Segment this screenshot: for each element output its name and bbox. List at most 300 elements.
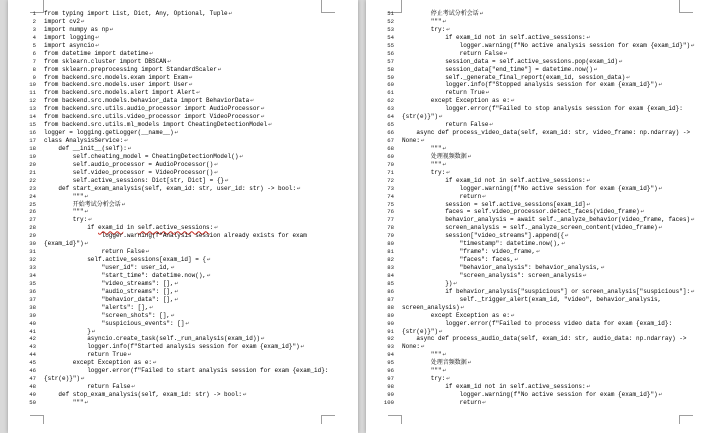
line-break-mark: ↵ bbox=[442, 369, 447, 375]
code-line bbox=[8, 224, 358, 232]
code-line bbox=[366, 129, 720, 137]
code-line bbox=[366, 208, 720, 216]
code-text[interactable]: "video_streams": [], bbox=[44, 279, 174, 287]
code-text[interactable]: except Exception as e: bbox=[44, 359, 153, 367]
code-line bbox=[8, 66, 358, 74]
line-number: 75 bbox=[387, 200, 394, 208]
code-text[interactable]: def stop_exam_analysis(self, exam_id: str) -> bool: bbox=[44, 391, 243, 398]
line-number: 52 bbox=[387, 17, 394, 25]
line-break-mark: ↵ bbox=[95, 43, 100, 49]
code-text[interactable]: 处理视频数据 bbox=[402, 152, 467, 160]
line-break-mark: ↵ bbox=[84, 210, 89, 216]
code-line bbox=[366, 399, 720, 407]
line-number: 51 bbox=[387, 10, 394, 17]
line-break-mark: ↵ bbox=[250, 99, 255, 105]
code-line bbox=[366, 193, 720, 201]
code-text[interactable]: logger.warning(f"No active analysis session for exam {exam_id}") bbox=[402, 41, 691, 49]
code-line bbox=[8, 42, 358, 50]
line-break-mark: ↵ bbox=[153, 361, 158, 367]
line-number: 34 bbox=[29, 271, 36, 279]
code-text[interactable]: try: bbox=[402, 168, 446, 176]
code-text[interactable]: logger.info(f"Started analysis session for exam {exam_id}") bbox=[44, 343, 300, 351]
line-number: 24 bbox=[29, 192, 36, 200]
line-number: 15 bbox=[29, 121, 36, 129]
code-line bbox=[366, 42, 720, 50]
code-text[interactable]: screen_analysis) bbox=[402, 303, 460, 311]
code-line bbox=[366, 335, 720, 343]
code-text[interactable]: if exam_id not in self.active_sessions: bbox=[402, 176, 586, 184]
code-text[interactable]: """ bbox=[402, 160, 442, 168]
code-text[interactable]: if behavior_analysis["suspicious"] or screen_analysis["suspicious"]: bbox=[402, 287, 691, 295]
code-text[interactable]: try: bbox=[402, 375, 446, 383]
line-break-mark: ↵ bbox=[586, 202, 591, 208]
line-number: 30 bbox=[29, 240, 36, 248]
line-break-mark: ↵ bbox=[467, 154, 472, 160]
code-text[interactable]: async def process_audio_data(self, exam_id: str, audio_data: np.ndarray) -> bbox=[402, 335, 687, 343]
code-line bbox=[8, 193, 358, 201]
line-break-mark: ↵ bbox=[174, 289, 179, 295]
code-text[interactable]: logger.error(f"Failed to start analysis session for exam {exam_id}: bbox=[44, 367, 329, 375]
code-text[interactable]: faces = self.video_processor.detect_faces(video_frame) bbox=[402, 208, 640, 216]
code-text[interactable]: import asyncio bbox=[44, 41, 95, 49]
code-text[interactable]: from datetime import datetime bbox=[44, 49, 149, 57]
code-line bbox=[366, 272, 720, 280]
line-break-mark: ↵ bbox=[214, 162, 219, 168]
code-text[interactable]: "faces": faces, bbox=[402, 256, 514, 264]
code-line bbox=[366, 18, 720, 26]
code-line bbox=[366, 89, 720, 97]
line-number: 13 bbox=[29, 105, 36, 113]
code-text[interactable]: 处理音频数据 bbox=[402, 359, 467, 367]
line-number: 6 bbox=[32, 49, 36, 57]
line-number: 74 bbox=[387, 192, 394, 200]
code-line bbox=[366, 169, 720, 177]
code-text[interactable]: logger.error(f"Failed to process video data for exam {exam_id}: bbox=[402, 319, 673, 327]
line-number: 53 bbox=[387, 25, 394, 33]
line-number: 17 bbox=[29, 137, 36, 144]
code-text[interactable]: self._trigger_alert(exam_id, "video", behavior_analysis, bbox=[402, 295, 662, 303]
line-break-mark: ↵ bbox=[167, 59, 172, 65]
code-line bbox=[8, 264, 358, 272]
code-line bbox=[366, 375, 720, 383]
code-line bbox=[8, 375, 358, 383]
code-text[interactable]: 停止考试分析会话 bbox=[402, 10, 479, 17]
line-break-mark: ↵ bbox=[207, 258, 212, 264]
code-text[interactable]: from sklearn.preprocessing import StandardScaler bbox=[44, 65, 217, 73]
line-number: 49 bbox=[29, 391, 36, 398]
code-text[interactable]: except Exception as e: bbox=[402, 97, 511, 105]
code-text[interactable]: behavior_analysis = await self._analyze_behavior(video_frame, faces) bbox=[402, 216, 691, 224]
code-text[interactable] bbox=[44, 224, 213, 232]
line-number: 22 bbox=[29, 176, 36, 184]
code-text[interactable]: {str(e)}") bbox=[402, 113, 439, 121]
code-line bbox=[8, 137, 358, 145]
code-line bbox=[366, 97, 720, 105]
code-line bbox=[8, 105, 358, 113]
line-number: 35 bbox=[29, 279, 36, 287]
line-break-mark: ↵ bbox=[442, 19, 447, 25]
code-line bbox=[366, 137, 720, 145]
line-break-mark: ↵ bbox=[214, 226, 219, 232]
misspelled-token: self.active_sessions bbox=[137, 224, 210, 232]
line-number: 1 bbox=[32, 10, 36, 17]
line-break-mark: ↵ bbox=[84, 400, 89, 406]
code-line bbox=[366, 312, 720, 320]
line-number: 39 bbox=[29, 311, 36, 319]
code-text[interactable]: session = self.active_sessions[exam_id] bbox=[402, 200, 586, 208]
line-number: 33 bbox=[29, 264, 36, 271]
line-break-mark: ↵ bbox=[171, 266, 176, 271]
code-text[interactable]: async def process_video_data(self, exam_id: str, video_frame: np.ndarray) -> bbox=[402, 129, 691, 137]
code-line bbox=[8, 50, 358, 58]
code-text[interactable]: return bbox=[402, 192, 482, 200]
line-number: 2 bbox=[32, 17, 36, 25]
code-line bbox=[366, 105, 720, 113]
code-text[interactable]: self.audio_processor = AudioProcessor() bbox=[44, 160, 214, 168]
code-line bbox=[8, 391, 358, 399]
code-line bbox=[366, 296, 720, 304]
code-text[interactable]: "audio_streams": [], bbox=[44, 287, 174, 295]
line-number: 72 bbox=[387, 176, 394, 184]
line-break-mark: ↵ bbox=[95, 35, 100, 41]
code-text[interactable]: self.video_processor = VideoProcessor() bbox=[44, 168, 214, 176]
line-break-mark: ↵ bbox=[691, 218, 696, 224]
line-number: 29 bbox=[29, 232, 36, 240]
line-break-mark: ↵ bbox=[460, 305, 465, 311]
code-line bbox=[366, 26, 720, 34]
line-break-mark: ↵ bbox=[243, 393, 248, 398]
code-text[interactable]: }) bbox=[402, 279, 453, 287]
code-line bbox=[8, 272, 358, 280]
line-number: 85 bbox=[387, 279, 394, 287]
line-break-mark: ↵ bbox=[467, 361, 472, 367]
line-break-mark: ↵ bbox=[109, 27, 114, 33]
code-text[interactable]: logger.warning(f"Analysis session already exists for exam bbox=[44, 232, 307, 240]
code-line bbox=[8, 312, 358, 320]
code-text[interactable]: import cv2 bbox=[44, 17, 81, 25]
code-text[interactable]: try: bbox=[44, 216, 88, 224]
code-text[interactable]: "suspicious_events": [] bbox=[44, 319, 185, 327]
line-number: 76 bbox=[387, 208, 394, 216]
line-break-mark: ↵ bbox=[207, 273, 212, 279]
line-number: 93 bbox=[387, 343, 394, 351]
code-line bbox=[366, 240, 720, 248]
code-text[interactable]: if exam_id not in self.active_sessions: bbox=[402, 33, 586, 41]
code-text[interactable]: "start_time": datetime.now(), bbox=[44, 271, 207, 279]
line-number: 92 bbox=[387, 335, 394, 343]
code-text[interactable]: self.cheating_model = CheatingDetectionModel() bbox=[44, 152, 239, 160]
code-line bbox=[8, 74, 358, 82]
code-text[interactable]: session_data["end_time"] = datetime.now() bbox=[402, 65, 593, 73]
code-text[interactable]: """ bbox=[402, 367, 442, 375]
line-break-mark: ↵ bbox=[446, 170, 451, 176]
code-text[interactable]: } bbox=[44, 327, 91, 335]
line-break-mark: ↵ bbox=[619, 59, 624, 65]
line-number: 64 bbox=[387, 113, 394, 121]
line-break-mark: ↵ bbox=[81, 19, 86, 25]
code-line bbox=[8, 10, 358, 18]
line-break-mark: ↵ bbox=[489, 123, 494, 129]
code-text[interactable]: "frame": video_frame, bbox=[402, 248, 536, 256]
code-text[interactable]: """ bbox=[402, 351, 442, 359]
line-number: 63 bbox=[387, 105, 394, 113]
line-break-mark: ↵ bbox=[511, 99, 516, 105]
code-line bbox=[366, 383, 720, 391]
code-text[interactable]: {str(e)}") bbox=[44, 375, 81, 383]
code-text[interactable]: logger = logging.getLogger(__name__) bbox=[44, 129, 174, 137]
line-break-mark: ↵ bbox=[84, 242, 89, 248]
code-text[interactable]: """ bbox=[44, 192, 84, 200]
code-line bbox=[8, 248, 358, 256]
code-line bbox=[366, 50, 720, 58]
line-number: 19 bbox=[29, 152, 36, 160]
code-text[interactable]: "user_id": user_id, bbox=[44, 264, 171, 271]
line-number: 88 bbox=[387, 303, 394, 311]
code-text[interactable]: from sklearn.cluster import DBSCAN bbox=[44, 57, 167, 65]
code-line bbox=[366, 153, 720, 161]
code-line bbox=[366, 288, 720, 296]
line-number: 25 bbox=[29, 200, 36, 208]
code-text[interactable]: logger.warning(f"No active session for exam {exam_id}") bbox=[402, 184, 658, 192]
line-break-mark: ↵ bbox=[239, 154, 244, 160]
code-line bbox=[366, 280, 720, 288]
code-line bbox=[8, 328, 358, 336]
line-break-mark: ↵ bbox=[586, 178, 591, 184]
code-line bbox=[8, 383, 358, 391]
line-break-mark: ↵ bbox=[593, 67, 598, 73]
line-break-mark: ↵ bbox=[658, 83, 663, 89]
code-text[interactable]: try: bbox=[402, 25, 446, 33]
code-text[interactable]: import logging bbox=[44, 33, 95, 41]
code-line bbox=[8, 359, 358, 367]
line-number: 84 bbox=[387, 271, 394, 279]
code-line bbox=[8, 201, 358, 209]
code-text[interactable]: return bbox=[402, 398, 482, 406]
code-text[interactable]: "timestamp": datetime.now(), bbox=[402, 240, 561, 248]
misspelled-token: exam_id bbox=[98, 224, 124, 232]
code-text[interactable]: return False bbox=[402, 121, 489, 129]
line-break-mark: ↵ bbox=[91, 329, 96, 335]
code-text[interactable]: "alerts": [], bbox=[44, 303, 149, 311]
line-number: 71 bbox=[387, 168, 394, 176]
document-page-2[interactable] bbox=[366, 0, 720, 433]
code-text[interactable]: import numpy as np bbox=[44, 25, 109, 33]
line-break-mark: ↵ bbox=[228, 12, 233, 17]
line-break-mark: ↵ bbox=[442, 146, 447, 152]
line-number: 89 bbox=[387, 311, 394, 319]
line-number: 67 bbox=[387, 137, 394, 144]
code-text[interactable]: "behavior_data": [], bbox=[44, 295, 174, 303]
code-token: in bbox=[123, 224, 138, 232]
line-break-mark: ↵ bbox=[261, 107, 266, 113]
line-break-mark: ↵ bbox=[439, 115, 444, 121]
line-break-mark: ↵ bbox=[84, 194, 89, 200]
line-break-mark: ↵ bbox=[189, 83, 194, 89]
code-line bbox=[366, 10, 720, 18]
code-line bbox=[366, 185, 720, 193]
line-number: 97 bbox=[387, 375, 394, 383]
code-text[interactable]: if exam_id not in self.active_sessions: bbox=[402, 383, 586, 391]
code-text[interactable]: "behavior_analysis": behavior_analysis, bbox=[402, 264, 601, 271]
code-line bbox=[366, 367, 720, 375]
margin-crop-mark-bottom-right bbox=[679, 415, 693, 424]
code-text[interactable]: """ bbox=[44, 208, 84, 216]
line-break-mark: ↵ bbox=[442, 353, 447, 359]
code-text[interactable]: session_data = self.active_sessions.pop(exam_id) bbox=[402, 57, 619, 65]
code-line bbox=[366, 264, 720, 272]
line-break-mark: ↵ bbox=[149, 305, 154, 311]
line-number: 21 bbox=[29, 168, 36, 176]
line-break-mark: ↵ bbox=[446, 377, 451, 383]
code-line bbox=[8, 216, 358, 224]
line-number: 81 bbox=[387, 248, 394, 256]
code-text[interactable]: return False bbox=[44, 383, 131, 391]
code-line bbox=[8, 208, 358, 216]
line-break-mark: ↵ bbox=[691, 43, 696, 49]
code-text[interactable]: from backend.src.utils.audio_processor import AudioProcessor bbox=[44, 105, 261, 113]
code-text[interactable]: {str(e)}") bbox=[402, 327, 439, 335]
line-number: 38 bbox=[29, 303, 36, 311]
line-number: 45 bbox=[29, 359, 36, 367]
line-break-mark: ↵ bbox=[586, 35, 591, 41]
line-number: 32 bbox=[29, 256, 36, 264]
document-page-1[interactable] bbox=[8, 0, 358, 433]
code-text[interactable]: def start_exam_analysis(self, exam_id: str, user_id: str) -> bool: bbox=[44, 184, 297, 192]
code-text[interactable]: return True bbox=[44, 351, 127, 359]
code-line bbox=[366, 58, 720, 66]
line-number: 48 bbox=[29, 383, 36, 391]
code-text[interactable]: from backend.src.utils.video_processor import VideoProcessor bbox=[44, 113, 261, 121]
line-break-mark: ↵ bbox=[658, 226, 663, 232]
code-line bbox=[366, 320, 720, 328]
code-text[interactable]: """ bbox=[402, 144, 442, 152]
line-break-mark: ↵ bbox=[442, 162, 447, 168]
code-line bbox=[8, 343, 358, 351]
code-text[interactable]: class AnalysisService: bbox=[44, 137, 124, 144]
code-text[interactable]: def __init__(self): bbox=[44, 144, 127, 152]
code-text[interactable]: None: bbox=[402, 343, 421, 351]
code-text[interactable]: from backend.src.models.user import User bbox=[44, 81, 189, 89]
code-text[interactable]: """ bbox=[402, 17, 442, 25]
line-break-mark: ↵ bbox=[586, 385, 591, 391]
code-text[interactable]: screen_analysis = self._analyze_screen_content(video_frame) bbox=[402, 224, 658, 232]
line-break-mark: ↵ bbox=[81, 377, 86, 383]
code-text[interactable]: return False bbox=[402, 49, 503, 57]
line-break-mark: ↵ bbox=[565, 234, 570, 240]
code-text[interactable]: from backend.src.utils.ml_models import CheatingDetectionModel bbox=[44, 121, 268, 129]
code-text[interactable]: except Exception as e: bbox=[402, 311, 511, 319]
line-number: 44 bbox=[29, 351, 36, 359]
margin-crop-mark-bottom-left bbox=[30, 415, 44, 424]
line-number: 69 bbox=[387, 152, 394, 160]
code-text[interactable]: from backend.src.models.alert import Alert bbox=[44, 89, 196, 97]
code-text[interactable]: """ bbox=[44, 398, 84, 406]
line-break-mark: ↵ bbox=[127, 146, 132, 152]
line-number: 20 bbox=[29, 160, 36, 168]
code-line bbox=[8, 185, 358, 193]
code-line bbox=[8, 145, 358, 153]
code-line bbox=[366, 34, 720, 42]
code-text[interactable]: from typing import List, Dict, Any, Optional, Tuple bbox=[44, 10, 228, 17]
line-number: 66 bbox=[387, 129, 394, 137]
code-lines-page-2 bbox=[366, 10, 720, 407]
line-number: 70 bbox=[387, 160, 394, 168]
code-line bbox=[8, 26, 358, 34]
line-break-mark: ↵ bbox=[189, 75, 194, 81]
code-line bbox=[8, 129, 358, 137]
line-number: 95 bbox=[387, 359, 394, 367]
line-break-mark: ↵ bbox=[217, 67, 222, 73]
code-line bbox=[8, 81, 358, 89]
code-text[interactable]: None: bbox=[402, 137, 421, 144]
code-text[interactable]: logger.warning(f"No active session for exam {exam_id}") bbox=[402, 391, 658, 398]
line-break-mark: ↵ bbox=[196, 91, 201, 97]
line-number: 27 bbox=[29, 216, 36, 224]
line-break-mark: ↵ bbox=[174, 281, 179, 287]
line-break-mark: ↵ bbox=[658, 393, 663, 398]
code-line bbox=[366, 232, 720, 240]
code-text[interactable]: self.active_sessions: Dict[str, Dict] = {} bbox=[44, 176, 225, 184]
line-number: 98 bbox=[387, 383, 394, 391]
code-text[interactable]: session["video_streams"].append({ bbox=[402, 232, 565, 240]
line-break-mark: ↵ bbox=[482, 194, 487, 200]
line-break-mark: ↵ bbox=[268, 123, 273, 129]
code-line bbox=[8, 89, 358, 97]
line-number: 73 bbox=[387, 184, 394, 192]
code-text[interactable]: 开始考试分析会话 bbox=[44, 200, 121, 208]
line-number: 79 bbox=[387, 232, 394, 240]
code-text[interactable]: self._generate_final_report(exam_id, session_data) bbox=[402, 73, 626, 81]
code-lines-page-1 bbox=[8, 10, 358, 407]
code-text[interactable]: return True bbox=[402, 89, 485, 97]
code-line bbox=[366, 121, 720, 129]
code-line bbox=[366, 177, 720, 185]
line-break-mark: ↵ bbox=[691, 289, 696, 295]
line-break-mark: ↵ bbox=[145, 250, 150, 256]
code-text[interactable]: return False bbox=[44, 248, 145, 256]
code-text[interactable]: "screen_analysis": screen_analysis bbox=[402, 271, 583, 279]
line-break-mark: ↵ bbox=[601, 266, 606, 271]
code-line bbox=[366, 201, 720, 209]
line-number: 68 bbox=[387, 144, 394, 152]
line-break-mark: ↵ bbox=[514, 258, 519, 264]
code-line bbox=[8, 288, 358, 296]
line-number: 7 bbox=[32, 57, 36, 65]
line-number: 37 bbox=[29, 295, 36, 303]
code-line bbox=[8, 58, 358, 66]
code-text[interactable]: "screen_shots": [], bbox=[44, 311, 171, 319]
code-line bbox=[366, 304, 720, 312]
line-number: 50 bbox=[29, 398, 36, 406]
margin-crop-mark-bottom-left bbox=[388, 415, 402, 424]
code-text[interactable]: logger.info(f"Stopped analysis session for exam {exam_id}") bbox=[402, 81, 658, 89]
line-number: 80 bbox=[387, 240, 394, 248]
code-text[interactable]: logger.error(f"Failed to stop analysis session for exam {exam_id}: bbox=[402, 105, 683, 113]
line-number: 94 bbox=[387, 351, 394, 359]
line-break-mark: ↵ bbox=[536, 250, 541, 256]
line-break-mark: ↵ bbox=[127, 353, 132, 359]
line-number: 78 bbox=[387, 224, 394, 232]
line-break-mark: ↵ bbox=[131, 385, 136, 391]
line-number: 23 bbox=[29, 184, 36, 192]
code-text[interactable]: self.active_sessions[exam_id] = { bbox=[44, 256, 207, 264]
code-text[interactable]: from backend.src.models.exam import Exam bbox=[44, 73, 189, 81]
code-text[interactable]: from backend.src.models.behavior_data import BehaviorData bbox=[44, 97, 250, 105]
code-line bbox=[8, 240, 358, 248]
code-text[interactable]: {exam_id}") bbox=[44, 240, 84, 248]
code-text[interactable]: asyncio.create_task(self._run_analysis(exam_id)) bbox=[44, 335, 261, 343]
line-number: 18 bbox=[29, 144, 36, 152]
